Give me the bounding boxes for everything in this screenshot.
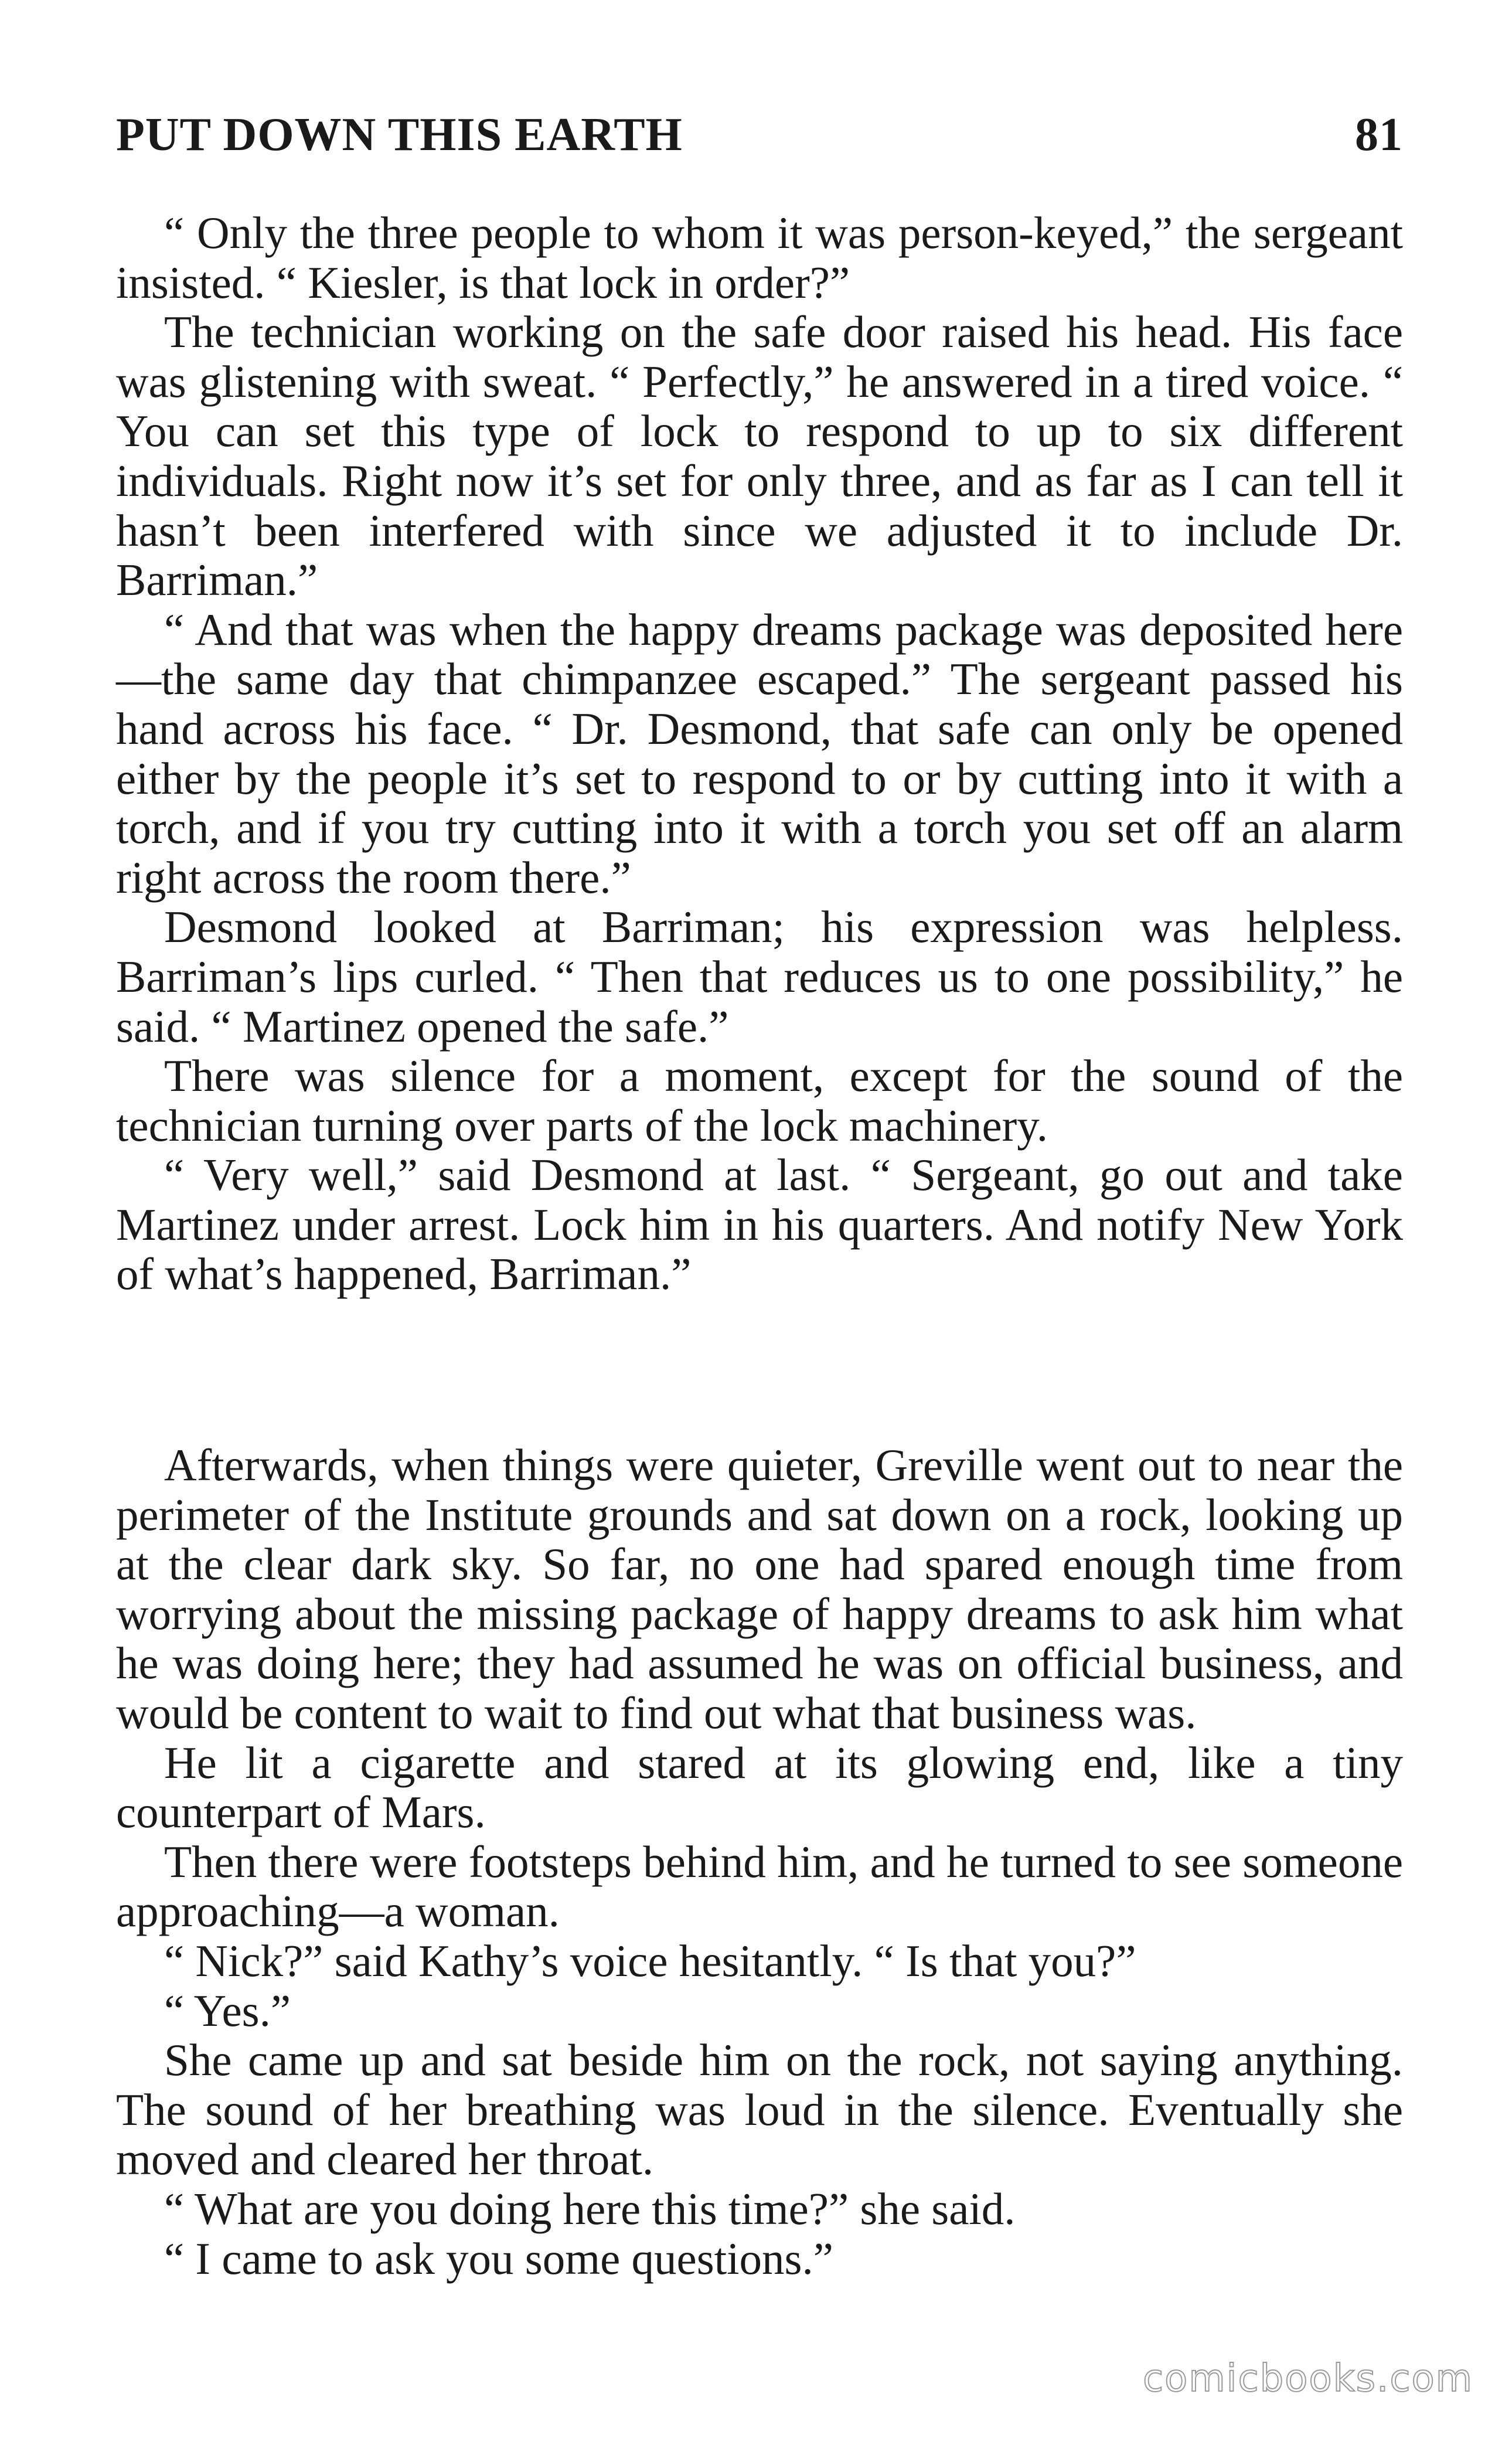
paragraph: “ I came to ask you some questions.” bbox=[164, 2233, 833, 2284]
text-section-2 bbox=[116, 1440, 1403, 2283]
paragraph: There was silence for a moment, except for the sound of the technician turning over parts of the lock machinery. bbox=[116, 1050, 1403, 1151]
running-title: PUT DOWN THIS EARTH bbox=[116, 109, 683, 161]
paragraph: “ And that was when the happy dreams package was deposited here—the same day that chimpanzee escaped.” The sergeant passed his hand across his face. “ Dr. Desmond, that safe can only be opened either by the people it’s set to respond to or by cutting into it with a torch, and if you try cutting into it with a torch you set off an alarm right across the room there.” bbox=[116, 604, 1403, 903]
paragraph: “ Nick?” said Kathy’s voice hesitantly. “ Is that you?” bbox=[164, 1935, 1136, 1986]
paragraph: Then there were footsteps behind him, and he turned to see someone approaching—a woman. bbox=[116, 1836, 1403, 1937]
paragraph: “ What are you doing here this time?” she said. bbox=[164, 2183, 1016, 2234]
paragraph: She came up and sat beside him on the rock, not saying anything. The sound of her breathing was loud in the silence. Eventually she moved and cleared her throat. bbox=[116, 2035, 1403, 2185]
page-number: 81 bbox=[1355, 109, 1403, 161]
paragraph: Afterwards, when things were quieter, Greville went out to near the perimeter of the Institute grounds and sat down on a rock, looking up at the clear dark sky. So far, no one had spared enough time from worrying about the missing package of happy dreams to ask him what he was doing here; they had assumed he was on official business, and would be content to wait to find out what that business was. bbox=[116, 1440, 1403, 1738]
running-head bbox=[116, 100, 1403, 170]
paragraph: He lit a cigarette and stared at its glowing end, like a tiny counterpart of Mars. bbox=[116, 1737, 1403, 1838]
text-section-1 bbox=[116, 208, 1403, 1299]
paragraph: “ Only the three people to whom it was person-keyed,” the sergeant insisted. “ Kiesler, is that lock in order?” bbox=[116, 208, 1403, 308]
paragraph: “ Very well,” said Desmond at last. “ Sergeant, go out and take Martinez under arrest. Lock him in his quarters. And notify New York of what’s happened, Barriman.” bbox=[116, 1150, 1403, 1300]
watermark-logo: comicbooks.com bbox=[1142, 2357, 1473, 2400]
paragraph: Desmond looked at Barriman; his expression was helpless. Barriman’s lips curled. “ Then that reduces us to one possibility,” he said. “ Martinez opened the safe.” bbox=[116, 902, 1403, 1052]
paragraph: “ Yes.” bbox=[164, 1985, 291, 2036]
paragraph: The technician working on the safe door raised his head. His face was glistening with sweat. “ Perfectly,” he answered in a tired voice. “ You can set this type of lock to respond to up to six different individuals. Right now it’s set for only three, and as far as I can tell it hasn’t been interfered with since we adjusted it to include Dr. Barriman.” bbox=[116, 307, 1403, 606]
